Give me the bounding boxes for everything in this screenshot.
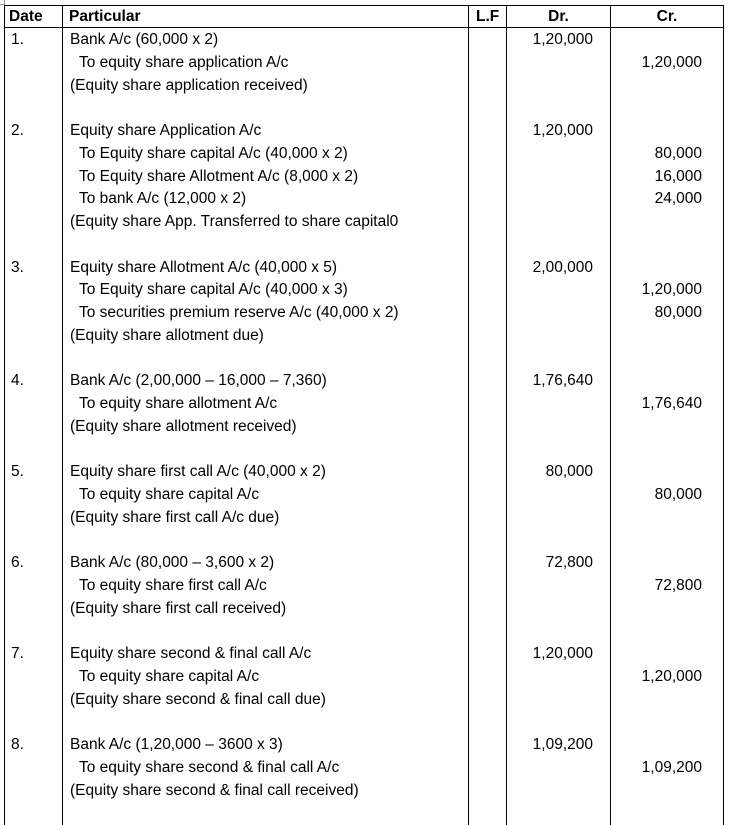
entry-particular-cell bbox=[63, 461, 469, 552]
entry-credit-cell bbox=[611, 734, 724, 825]
narration: (Equity share second & final call received) bbox=[70, 780, 468, 803]
credit-amount: 80,000 bbox=[611, 143, 702, 166]
entry-particular-cell bbox=[63, 643, 469, 734]
entry-debit-cell bbox=[507, 28, 611, 121]
entry-date-cell bbox=[5, 28, 63, 121]
credit-spacer bbox=[611, 552, 702, 575]
journal-entry-row bbox=[5, 734, 724, 825]
credit-spacer bbox=[611, 120, 702, 143]
entry-credit-cell bbox=[611, 552, 724, 643]
entry-date: 4. bbox=[11, 370, 62, 393]
narration: (Equity share application received) bbox=[70, 75, 468, 98]
narration: (Equity share first call A/c due) bbox=[70, 507, 468, 530]
narration: (Equity share allotment received) bbox=[70, 416, 468, 439]
header-particular: Particular bbox=[63, 6, 469, 28]
credit-account: To equity share allotment A/c bbox=[70, 393, 468, 416]
entry-date-cell bbox=[5, 120, 63, 257]
credit-account: To Equity share capital A/c (40,000 x 2) bbox=[70, 143, 468, 166]
credit-spacer bbox=[611, 461, 702, 484]
entry-particular-cell bbox=[63, 120, 469, 257]
credit-spacer bbox=[611, 643, 702, 666]
header-debit: Dr. bbox=[507, 6, 611, 28]
entry-debit-cell bbox=[507, 734, 611, 825]
debit-account: Bank A/c (80,000 – 3,600 x 2) bbox=[70, 552, 468, 575]
debit-account: Equity share first call A/c (40,000 x 2) bbox=[70, 461, 468, 484]
credit-spacer bbox=[611, 734, 702, 757]
credit-spacer bbox=[611, 257, 702, 280]
narration: (Equity share allotment due) bbox=[70, 325, 468, 348]
credit-amount: 80,000 bbox=[611, 484, 702, 507]
credit-amount: 72,800 bbox=[611, 575, 702, 598]
entry-credit-cell bbox=[611, 120, 724, 257]
credit-spacer bbox=[611, 29, 702, 52]
debit-account: Equity share Allotment A/c (40,000 x 5) bbox=[70, 257, 468, 280]
debit-amount: 1,09,200 bbox=[507, 734, 593, 757]
debit-account: Bank A/c (60,000 x 2) bbox=[70, 29, 468, 52]
narration: (Equity share App. Transferred to share capital0 bbox=[70, 211, 468, 234]
entry-date: 3. bbox=[11, 257, 62, 280]
entry-date: 1. bbox=[11, 29, 62, 52]
credit-amount: 24,000 bbox=[611, 188, 702, 211]
entry-date-cell bbox=[5, 257, 63, 371]
entry-ledger-folio-cell bbox=[469, 257, 507, 371]
journal-entry-row bbox=[5, 28, 724, 121]
journal-entries-table bbox=[4, 5, 724, 825]
entry-date: 7. bbox=[11, 643, 62, 666]
debit-amount: 2,00,000 bbox=[507, 257, 593, 280]
entry-ledger-folio-cell bbox=[469, 552, 507, 643]
journal-entry-row bbox=[5, 552, 724, 643]
debit-amount: 1,20,000 bbox=[507, 29, 593, 52]
entry-particular-cell bbox=[63, 257, 469, 371]
entry-date-cell bbox=[5, 461, 63, 552]
debit-account: Equity share second & final call A/c bbox=[70, 643, 468, 666]
journal-entry-row bbox=[5, 120, 724, 257]
credit-account: To equity share second & final call A/c bbox=[70, 757, 468, 780]
entry-ledger-folio-cell bbox=[469, 120, 507, 257]
debit-amount: 1,20,000 bbox=[507, 120, 593, 143]
credit-amount: 1,20,000 bbox=[611, 279, 702, 302]
entry-particular-cell bbox=[63, 370, 469, 461]
debit-account: Bank A/c (2,00,000 – 16,000 – 7,360) bbox=[70, 370, 468, 393]
entry-ledger-folio-cell bbox=[469, 370, 507, 461]
debit-account: Equity share Application A/c bbox=[70, 120, 468, 143]
narration: (Equity share first call received) bbox=[70, 598, 468, 621]
credit-account: To bank A/c (12,000 x 2) bbox=[70, 188, 468, 211]
entry-debit-cell bbox=[507, 257, 611, 371]
credit-account: To equity share capital A/c bbox=[70, 484, 468, 507]
narration: (Equity share second & final call due) bbox=[70, 689, 468, 712]
entry-credit-cell bbox=[611, 257, 724, 371]
entry-debit-cell bbox=[507, 552, 611, 643]
credit-account: To securities premium reserve A/c (40,000 x 2) bbox=[70, 302, 468, 325]
credit-spacer bbox=[611, 370, 702, 393]
credit-account: To equity share application A/c bbox=[70, 52, 468, 75]
header-credit: Cr. bbox=[611, 6, 724, 28]
credit-account: To equity share first call A/c bbox=[70, 575, 468, 598]
credit-amount: 1,20,000 bbox=[611, 52, 702, 75]
entry-ledger-folio-cell bbox=[469, 734, 507, 825]
entry-debit-cell bbox=[507, 643, 611, 734]
entry-credit-cell bbox=[611, 461, 724, 552]
journal-entry-row bbox=[5, 461, 724, 552]
journal-entry-row bbox=[5, 370, 724, 461]
entry-debit-cell bbox=[507, 370, 611, 461]
entry-particular-cell bbox=[63, 734, 469, 825]
entry-credit-cell bbox=[611, 643, 724, 734]
entry-particular-cell bbox=[63, 28, 469, 121]
entry-date-cell bbox=[5, 643, 63, 734]
entry-credit-cell bbox=[611, 370, 724, 461]
entry-date: 5. bbox=[11, 461, 62, 484]
entry-ledger-folio-cell bbox=[469, 28, 507, 121]
credit-amount: 16,000 bbox=[611, 166, 702, 189]
entry-date: 6. bbox=[11, 552, 62, 575]
journal-entry-row bbox=[5, 643, 724, 734]
entry-date: 2. bbox=[11, 120, 62, 143]
entry-particular-cell bbox=[63, 552, 469, 643]
entry-date-cell bbox=[5, 552, 63, 643]
credit-amount: 1,20,000 bbox=[611, 666, 702, 689]
journal-body bbox=[5, 28, 724, 825]
credit-account: To Equity share Allotment A/c (8,000 x 2) bbox=[70, 166, 468, 189]
debit-account: Bank A/c (1,20,000 – 3600 x 3) bbox=[70, 734, 468, 757]
header-date: Date bbox=[5, 6, 63, 28]
table-header-row bbox=[5, 6, 724, 28]
debit-amount: 72,800 bbox=[507, 552, 593, 575]
debit-amount: 1,76,640 bbox=[507, 370, 593, 393]
entry-ledger-folio-cell bbox=[469, 643, 507, 734]
entry-debit-cell bbox=[507, 461, 611, 552]
journal-entry-row bbox=[5, 257, 724, 371]
credit-amount: 1,09,200 bbox=[611, 757, 702, 780]
entry-date-cell bbox=[5, 370, 63, 461]
entry-date-cell bbox=[5, 734, 63, 825]
debit-amount: 1,20,000 bbox=[507, 643, 593, 666]
credit-account: To Equity share capital A/c (40,000 x 3) bbox=[70, 279, 468, 302]
credit-amount: 1,76,640 bbox=[611, 393, 702, 416]
entry-debit-cell bbox=[507, 120, 611, 257]
entry-ledger-folio-cell bbox=[469, 461, 507, 552]
credit-amount: 80,000 bbox=[611, 302, 702, 325]
credit-account: To equity share capital A/c bbox=[70, 666, 468, 689]
entry-date: 8. bbox=[11, 734, 62, 757]
debit-amount: 80,000 bbox=[507, 461, 593, 484]
entry-credit-cell bbox=[611, 28, 724, 121]
header-ledger-folio: L.F bbox=[469, 6, 507, 28]
